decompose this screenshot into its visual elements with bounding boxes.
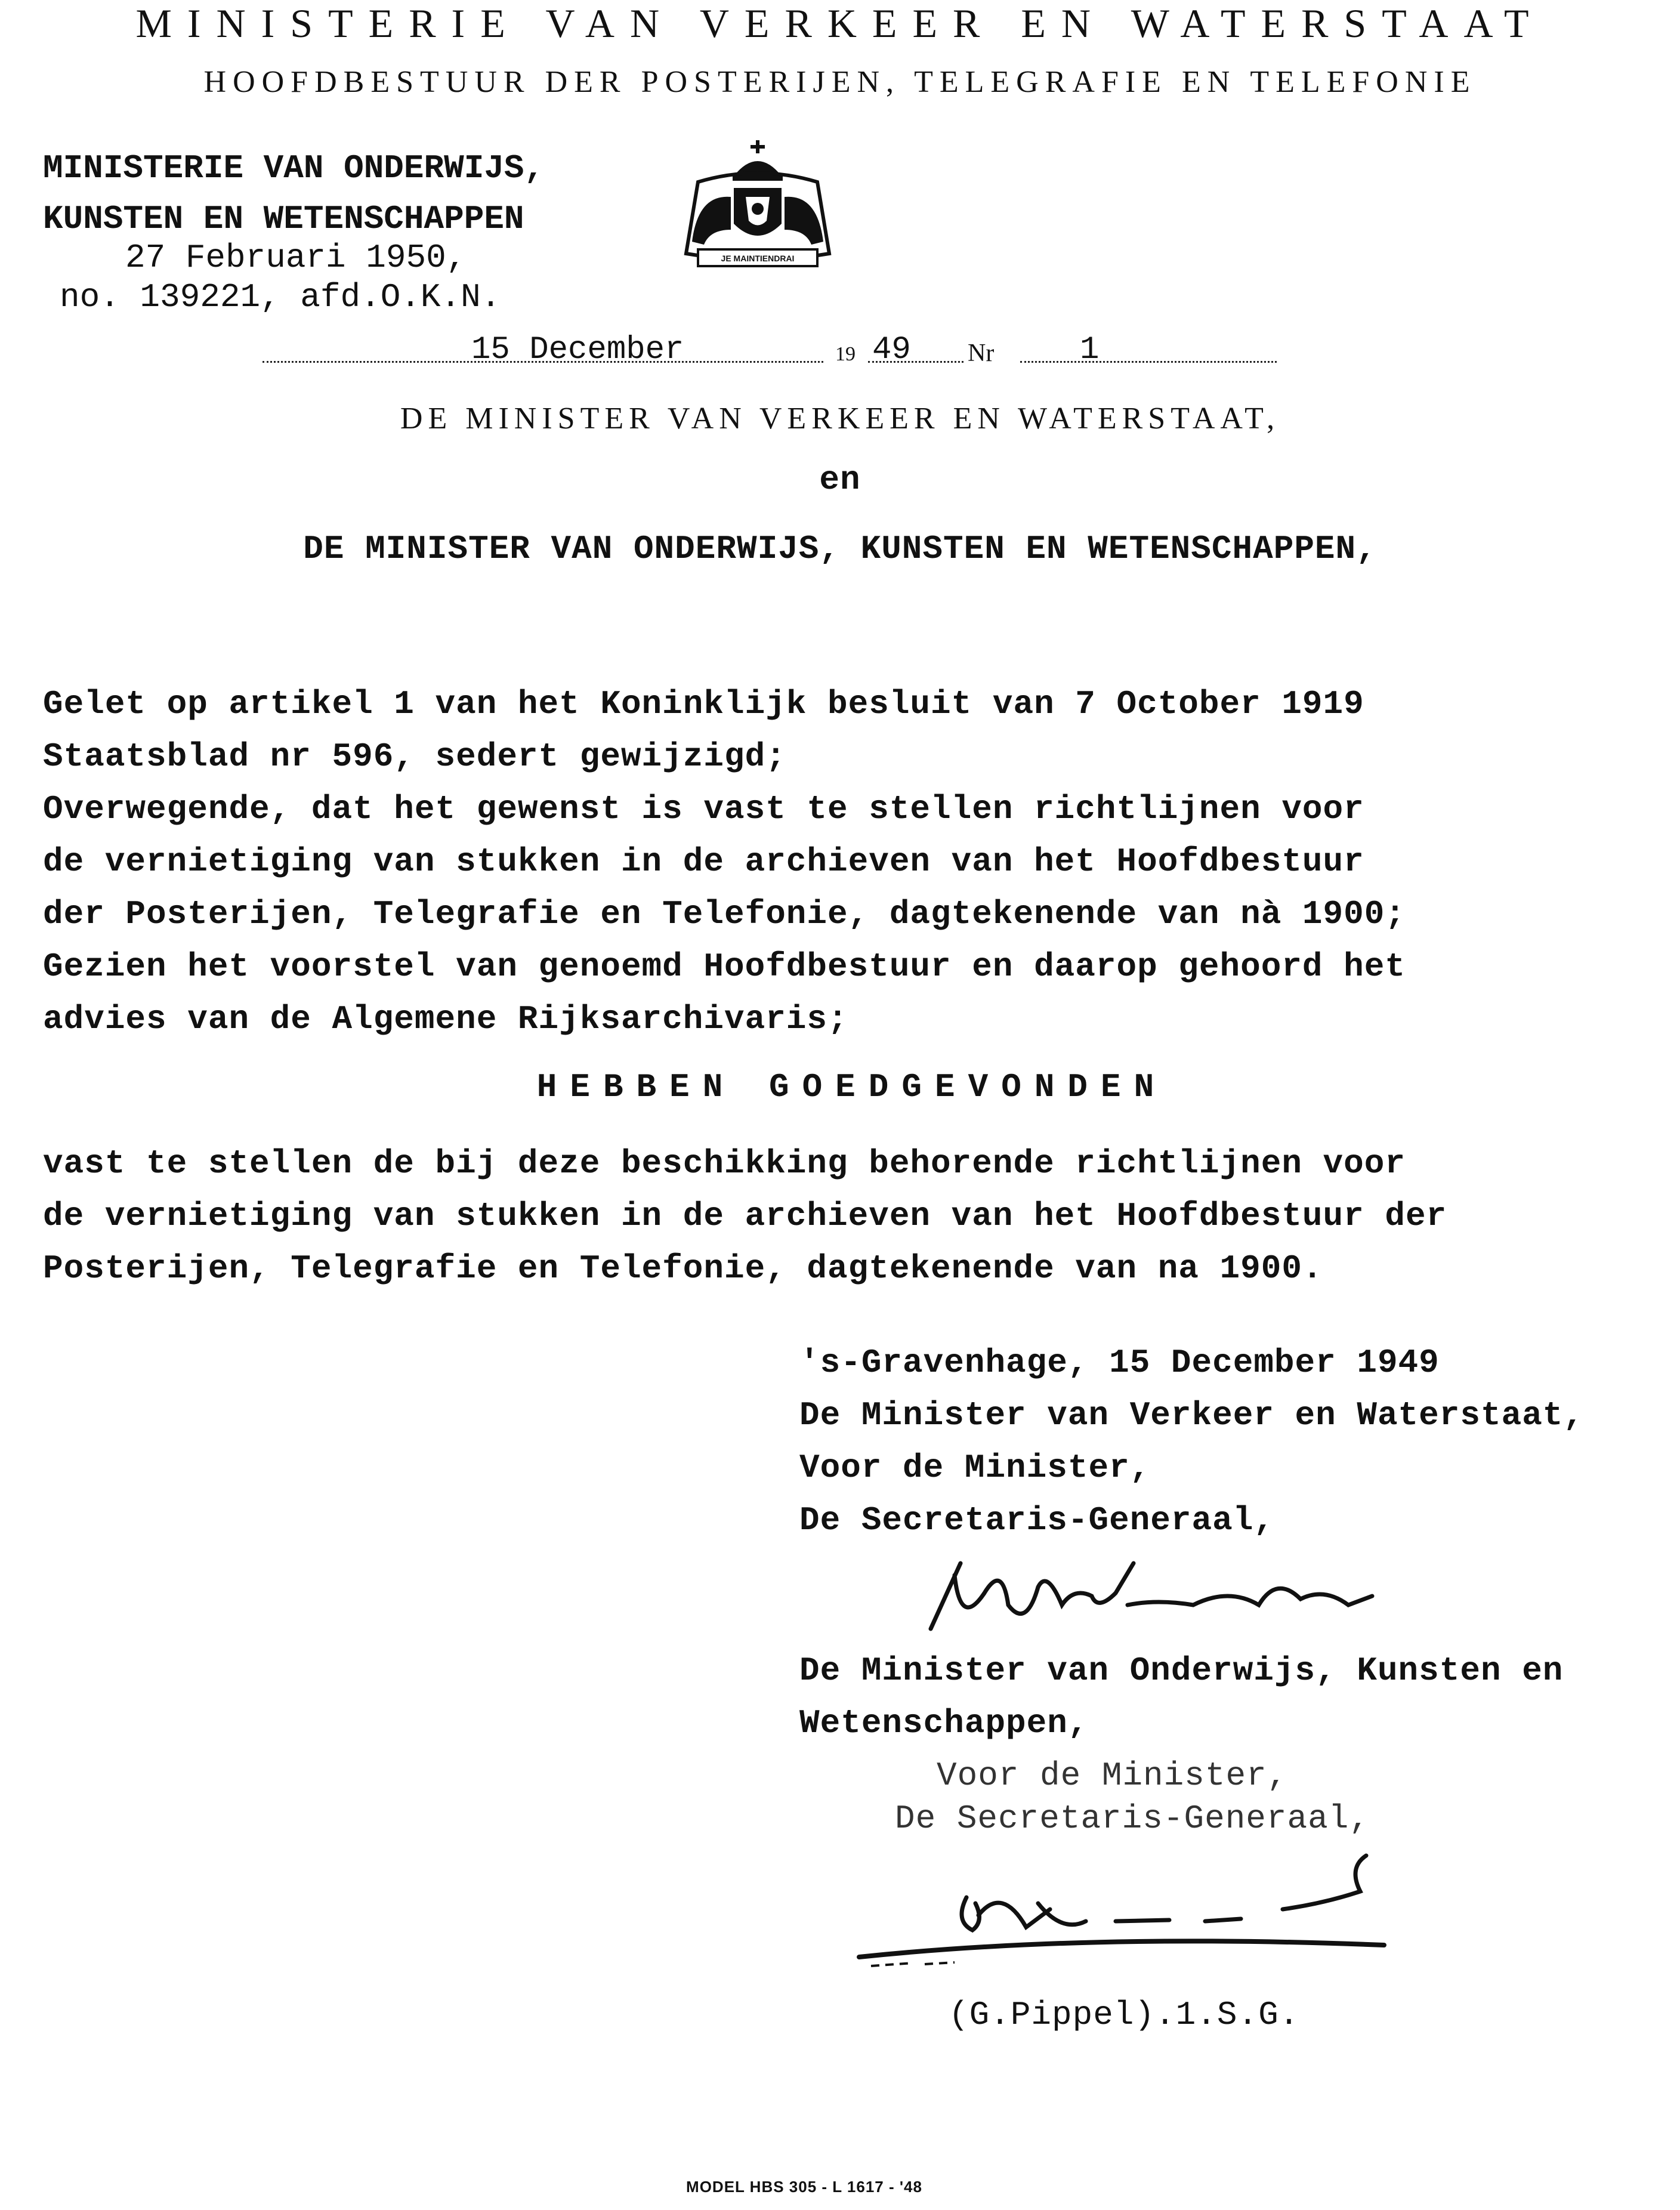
place-date: 's-Gravenhage, 15 December 1949 [799, 1344, 1440, 1382]
body-line: Gelet op artikel 1 van het Koninklijk besluit van 7 October 1919 [43, 685, 1364, 723]
reference-line-2: KUNSTEN EN WETENSCHAPPEN [43, 200, 524, 238]
signatory-2-title-cont: Wetenschappen, [799, 1704, 1089, 1742]
heading-minister-onderwijs: DE MINISTER VAN ONDERWIJS, KUNSTEN EN WETENSCHAPPEN, [303, 530, 1377, 568]
body-line: Staatsblad nr 596, sedert gewijzigd; [43, 737, 786, 776]
reference-line-3: 27 Februari 1950, [125, 239, 467, 277]
letterhead-ministry: MINISTERIE VAN VERKEER EN WATERSTAAT [135, 1, 1545, 46]
form-model-number: MODEL HBS 305 - L 1617 - '48 [686, 2178, 922, 2196]
body-line: der Posterijen, Telegrafie en Telefonie, dagtekenende van nà 1900; [43, 895, 1406, 933]
signatory-2-title: De Minister van Onderwijs, Kunsten en [799, 1652, 1564, 1690]
body-line: de vernietiging van stukken in de archieven van het Hoofdbestuur [43, 842, 1364, 881]
reference-line-1: MINISTERIE VAN ONDERWIJS, [43, 149, 545, 187]
reference-line-4: no. 139221, afd.O.K.N. [60, 278, 501, 316]
decision-heading: HEBBEN GOEDGEVONDEN [536, 1068, 1168, 1106]
signatory-1-on-behalf: Voor de Minister, [799, 1449, 1151, 1487]
body-line: Gezien het voorstel van genoemd Hoofdbestuur en daarop gehoord het [43, 947, 1406, 986]
coat-of-arms-icon [674, 140, 841, 277]
body-line: vast te stellen de bij deze beschikking behorende richtlijnen voor [43, 1144, 1406, 1183]
number-value: 1 [1080, 332, 1100, 368]
heading-conjunction: en [819, 461, 861, 499]
number-label: Nr [968, 339, 995, 367]
letterhead-department: HOOFDBESTUUR DER POSTERIJEN, TELEGRAFIE EN TELEFONIE [203, 65, 1477, 99]
date-day-month: 15 December [471, 332, 684, 368]
handwritten-signature-2 [847, 1832, 1408, 1981]
signatory-2-name: (G.Pippel).1.S.G. [949, 1996, 1300, 2034]
body-line: Overwegende, dat het gewenst is vast te stellen richtlijnen voor [43, 790, 1364, 828]
heading-minister-verkeer: DE MINISTER VAN VERKEER EN WATERSTAAT, [400, 402, 1280, 436]
body-line: advies van de Algemene Rijksarchivaris; [43, 1000, 848, 1038]
signatory-2-role: De Secretaris-Generaal, [895, 1800, 1370, 1838]
signatory-1-title: De Minister van Verkeer en Waterstaat, [799, 1396, 1585, 1434]
body-line: de vernietiging van stukken in de archieven van het Hoofdbestuur der [43, 1197, 1447, 1235]
date-year-suffix: 49 [872, 332, 911, 368]
coat-of-arms-motto: JE MAINTIENDRAI [721, 254, 795, 263]
number-dotted-line [1020, 361, 1277, 363]
date-year-prefix: 19 [835, 343, 856, 365]
body-line: Posterijen, Telegrafie en Telefonie, dagtekenende van na 1900. [43, 1249, 1323, 1288]
signatory-1-role: De Secretaris-Generaal, [799, 1501, 1274, 1539]
signatory-2-on-behalf: Voor de Minister, [937, 1757, 1288, 1795]
handwritten-signature-1 [919, 1539, 1408, 1647]
